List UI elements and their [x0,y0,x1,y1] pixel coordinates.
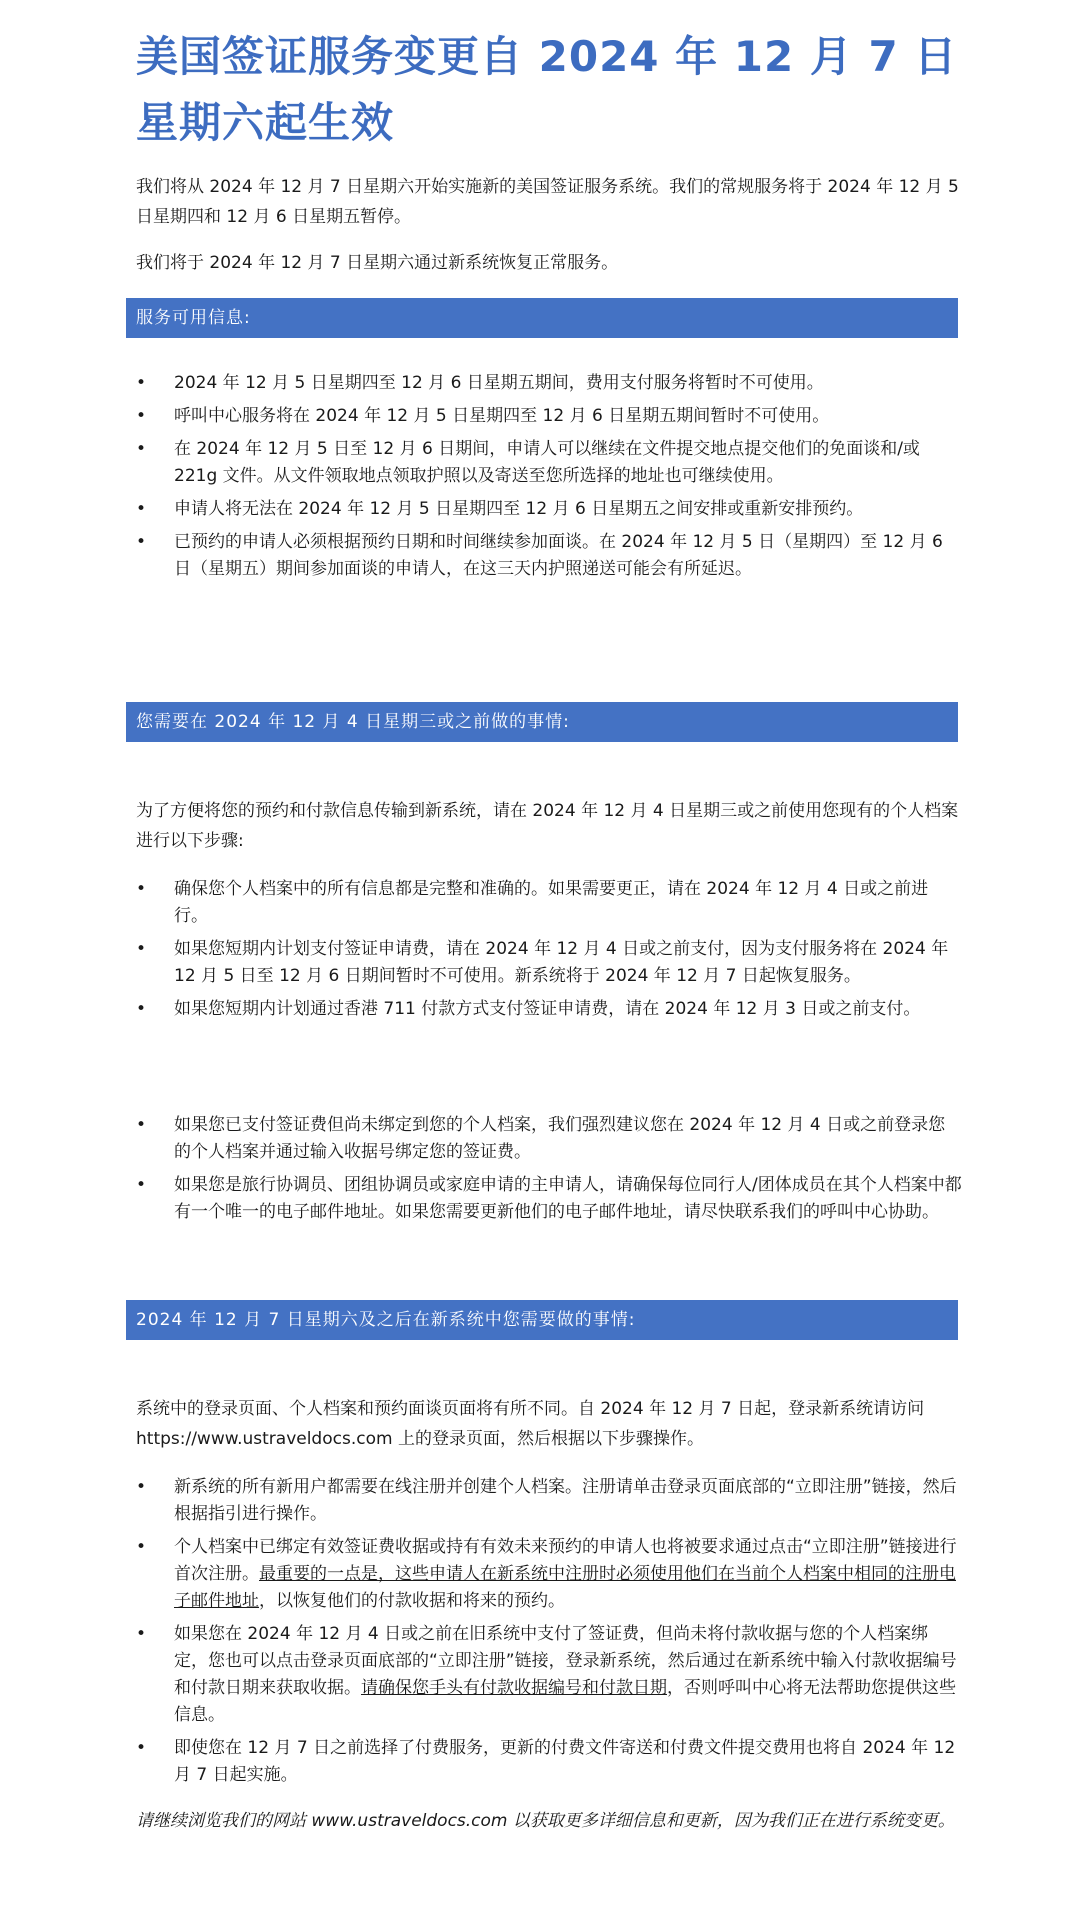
footer-note: 请继续浏览我们的网站 www.ustraveldocs.com 以获取更多详细信息和更新，因为我们正在进行系统变更。 [136,1811,955,1831]
intro-paragraph-1: 我们将从 2024 年 12 月 7 日星期六开始实施新的美国签证服务系统。我们的常规服务将于 2024 年 12 月 5 日星期四和 12 月 6 日星期五暂停。 [136,177,959,227]
after-dec-7-intro: 系统中的登录页面、个人档案和预约面谈页面将有所不同。自 2024 年 12 月 7 日起，登录新系统请访问 https://www.ustraveldocs.com 上的登录页面，然后根据以下步骤操作。 [136,1399,925,1449]
list-item: • 如果您已支付签证费但尚未绑定到您的个人档案，我们强烈建议您在 2024 年 12 月 4 日或之前登录您的个人档案并通过输入收据号绑定您的签证费。 [136,1112,962,1166]
underlined-important-note: 最重要的一点是，这些申请人在新系统中注册时必须使用他们在当前个人档案中相同的注册电子邮件地址 [174,1564,956,1611]
list-item: • 确保您个人档案中的所有信息都是完整和准确的。如果需要更正，请在 2024 年 12 月 4 日或之前进行。 [136,876,962,930]
list-item [136,1534,962,1615]
list-item-text: 个人档案中已绑定有效签证费收据或持有有效未来预约的申请人也将被要求通过点击“立即注册”链接进行首次注册。 [174,1537,957,1584]
list-item [136,1621,962,1729]
list-item: • 2024 年 12 月 5 日星期四至 12 月 6 日星期五期间，费用支付服务将暂时不可使用。 [136,370,962,397]
list-item-text: 如果您在 2024 年 12 月 4 日或之前在旧系统中支付了签证费，但尚未将付款收据与您的个人档案绑定，您也可以点击登录页面底部的“立即注册”链接，登录新系统，然后通过在新系统中输入付款收据编号和付款日期来获取收据。 [174,1624,957,1698]
before-dec-4-intro: 为了方便将您的预约和付款信息传输到新系统，请在 2024 年 12 月 4 日星期三或之前使用您现有的个人档案进行以下步骤: [136,801,959,851]
service-availability-list [136,370,962,589]
underlined-important-note: 请确保您手头有付款收据编号和付款日期 [361,1678,667,1698]
page-title: 美国签证服务变更自 2024 年 12 月 7 日星期六起生效 [136,32,958,147]
intro-paragraph-2: 我们将于 2024 年 12 月 7 日星期六通过新系统恢复正常服务。 [136,253,619,273]
list-item-text: ，否则呼叫中心将无法帮助您提供这些信息。 [174,1678,956,1725]
before-dec-4-list-a [136,876,962,1029]
list-item: • 如果您短期内计划支付签证申请费，请在 2024 年 12 月 4 日或之前支付，因为支付服务将在 2024 年 12 月 5 日至 12 月 6 日期间暂时不可使用。新系统将于 2024 年 12 月 7 日起恢复服务。 [136,936,962,990]
list-item-text: ，以恢复他们的付款收据和将来的预约。 [259,1591,565,1611]
list-item: • 新系统的所有新用户都需要在线注册并创建个人档案。注册请单击登录页面底部的“立即注册”链接，然后根据指引进行操作。 [136,1474,962,1528]
list-item: • 呼叫中心服务将在 2024 年 12 月 5 日星期四至 12 月 6 日星期五期间暂时不可使用。 [136,403,962,430]
section-heading-before-dec-4: 您需要在 2024 年 12 月 4 日星期三或之前做的事情: [126,702,958,742]
after-dec-7-list [136,1474,962,1795]
section-heading-after-dec-7: 2024 年 12 月 7 日星期六及之后在新系统中您需要做的事情: [126,1300,958,1340]
list-item: • 申请人将无法在 2024 年 12 月 5 日星期四至 12 月 6 日星期五之间安排或重新安排预约。 [136,496,962,523]
list-item: • 如果您短期内计划通过香港 711 付款方式支付签证申请费，请在 2024 年 12 月 3 日或之前支付。 [136,996,962,1023]
before-dec-4-list-b [136,1112,962,1232]
list-item: • 在 2024 年 12 月 5 日至 12 月 6 日期间，申请人可以继续在文件提交地点提交他们的免面谈和/或 221g 文件。从文件领取地点领取护照以及寄送至您所选择的地址也可继续使用。 [136,436,962,490]
list-item: • 如果您是旅行协调员、团组协调员或家庭申请的主申请人，请确保每位同行人/团体成员在其个人档案中都有一个唯一的电子邮件地址。如果您需要更新他们的电子邮件地址，请尽快联系我们的呼叫中心协助。 [136,1172,962,1226]
list-item: • 已预约的申请人必须根据预约日期和时间继续参加面谈。在 2024 年 12 月 5 日（星期四）至 12 月 6 日（星期五）期间参加面谈的申请人，在这三天内护照递送可能会有所延迟。 [136,529,962,583]
section-heading-service-availability: 服务可用信息: [126,298,958,338]
list-item: • 即使您在 12 月 7 日之前选择了付费服务，更新的付费文件寄送和付费文件提交费用也将自 2024 年 12 月 7 日起实施。 [136,1735,962,1789]
